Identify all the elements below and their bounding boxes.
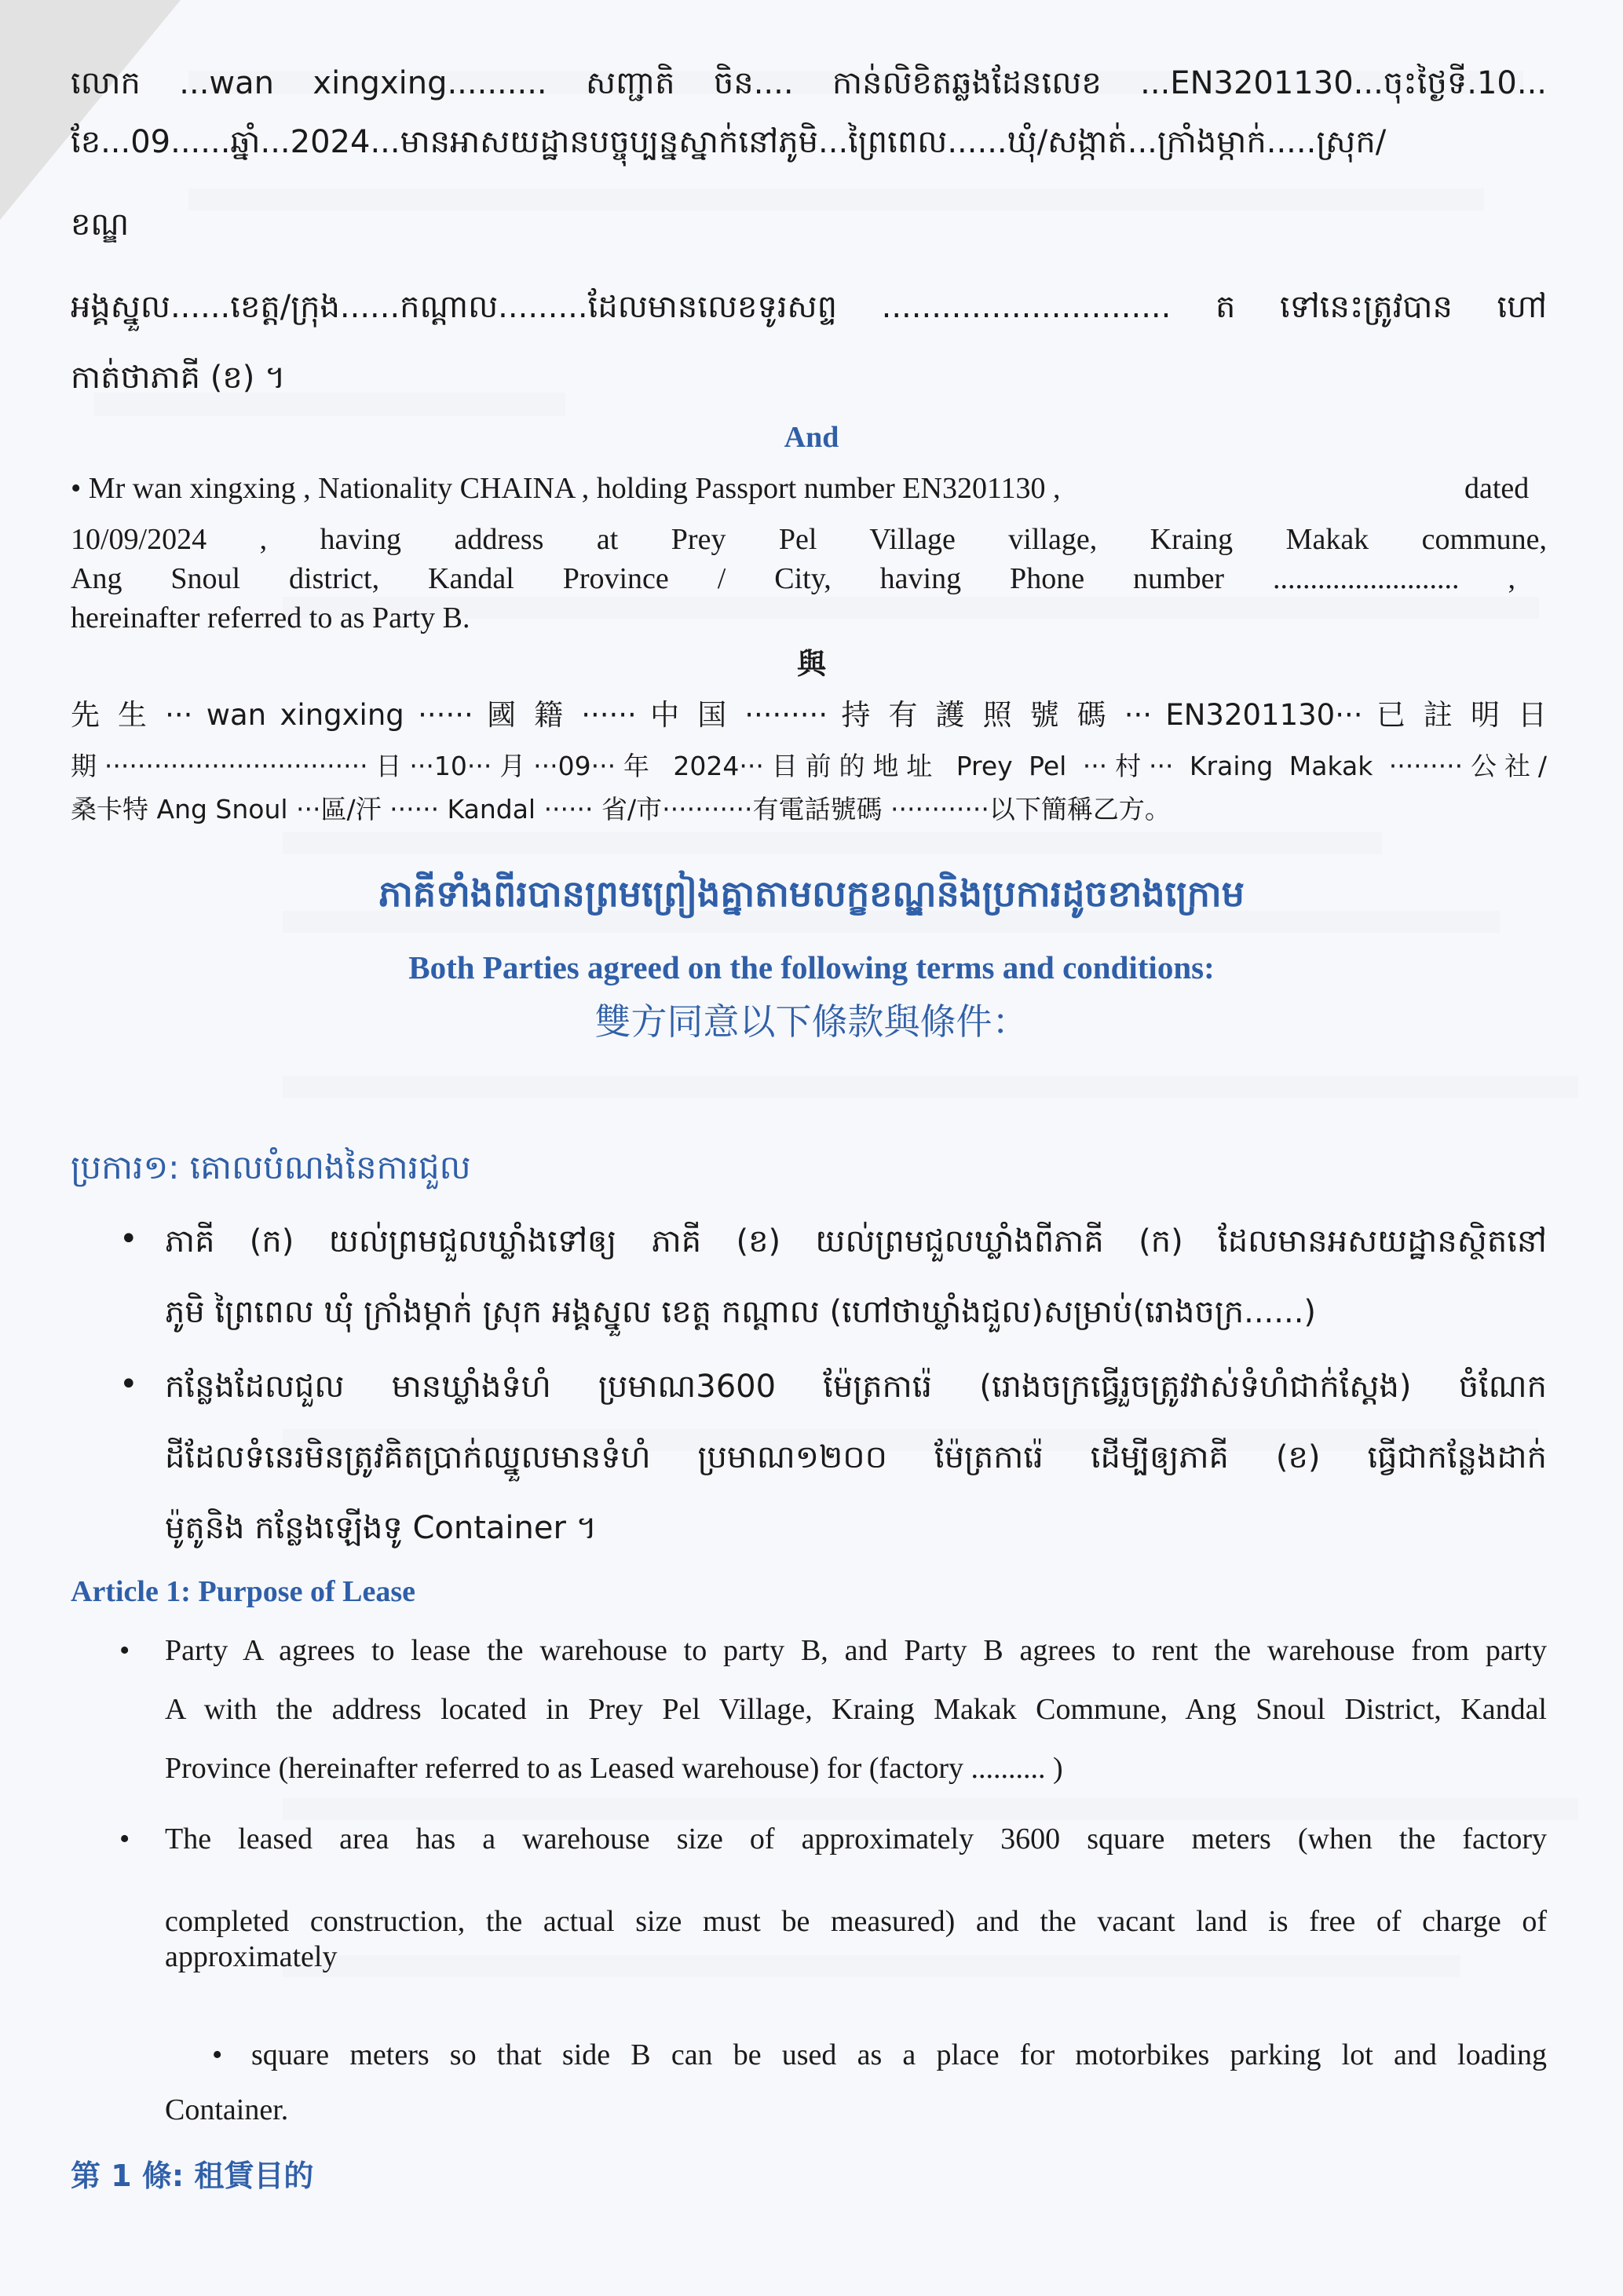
english-party-b-line-1: • Mr wan xingxing , Nationality CHAINA , holding Passport number EN3201130 , [71,472,1061,505]
khmer-party-b-line-5: កាត់ថាភាគី (ខ) ។ [71,360,286,396]
english-party-b-line-4: hereinafter referred to as Party B. [71,601,470,634]
article-1-khmer-bullet-1-line-2: ភូមិ ព្រៃពេល ឃុំ ក្រាំងម្កាក់ ស្រុក អង្គស្នួល ខេត្ត កណ្ដាល (ហៅថាឃ្លាំងជួល)សម្រាប់(រោងចក្រ......) [165,1294,1317,1330]
and-label: And [784,421,839,454]
english-party-b-dated: dated [1464,472,1530,505]
article-1-english-bullet-1-line-1: • Party A agrees to lease the warehouse to party B, and Party B agrees to rent the warehouse from party [165,1633,1547,1668]
article-1-english-bullet-3-line-1: square meters so that side B can be used as a place for motorbikes parking lot and loading [251,2038,1547,2071]
article-1-english-bullet-1-line-3: Province (hereinafter referred to as Leased warehouse) for (factory .......... ) [165,1752,1063,1785]
english-party-b-line-2: 10/09/2024 , having address at Prey Pel Village village, Kraing Makak commune, [71,523,1547,556]
article-1-khmer-bullet-2-line-2: ដីដែលទំនេរមិនត្រូវគិតប្រាក់ឈ្នួលមានទំហំ ប្រមាណ១២០០ ម៉ែត្រការ៉េ ដើម្បីឲ្យភាគី (ខ) ធ្វើជាកន្លែងដាក់ [165,1439,1547,1475]
article-1-chinese-title: 第 1 條: 租賃目的 [71,2159,314,2193]
article-1-english-title: Article 1: Purpose of Lease [71,1575,415,1608]
article-1-english-bullet-2-line-3: approximately [165,1940,338,1973]
khmer-party-b-line-4: អង្គស្នួល......ខេត្ត/ក្រុង......កណ្ដាល.........ដែលមានលេខទូរសព្ទ ............................. ត ទៅនេះត្រូវបាន ហៅ [71,289,1547,325]
article-1-khmer-bullet-1-line-1: • ភាគី (ក) យល់ព្រមជួលឃ្លាំងទៅឲ្យ ភាគី (ខ) យល់ព្រមជួលឃ្លាំងពីភាគី (ក) ដែលមានអសយដ្ឋានស្ថិតនៅ [165,1221,1547,1267]
agreement-heading-chinese: 雙方同意以下條款與條件： [594,1000,1029,1043]
article-1-english-bullet-1-line-2: A with the address located in Prey Pel Village, Kraing Makak Commune, Ang Snoul District, Kandal [165,1693,1547,1726]
khmer-party-b-line-1: លោក ...wan xingxing.......... សញ្ជាតិ ចិន.... កាន់លិខិតឆ្លងដែនលេខ ...EN3201130...ចុះថ្ងៃទី.10... [71,65,1547,101]
article-1-khmer-bullet-2-line-3: ម៉ូតូនិង កន្លែងឡើងទូ Container ។ [165,1510,598,1546]
yu-label: 與 [797,647,826,681]
article-1-english-bullet-2-line-1: • The leased area has a warehouse size of approximately 3600 square meters (when the factory [165,1822,1547,1856]
article-1-english-bullet-3-line-2: Container. [165,2093,289,2126]
agreement-heading-khmer: ភាគីទាំងពីរបានព្រមព្រៀងគ្នាតាមលក្ខខណ្ឌនិងប្រការដូចខាងក្រោម [378,872,1245,915]
khmer-party-b-line-3: ខណ្ឌ [71,207,130,243]
khmer-party-b-line-2: ខែ...09......ឆ្នាំ...2024...មានអាសយដ្ឋានបច្ចុប្បន្នស្នាក់នៅភូមិ...ព្រៃពេល......ឃុំ/សង្កាត់...ក្រាំងម្កាក់.....ស្រុក/ [71,124,1387,160]
chinese-party-b-line-1: 先 生 ··· wan xingxing ······ 國 籍 ······ 中 国 ········· 持 有 護 照 號 碼 ··· EN3201130··· 已 註 明 日 [71,698,1547,732]
chinese-party-b-line-2: 期································日···10···月···09···年 2024···目前的地址 Prey Pel ···村··· Kraing Makak ·········公社/ [71,751,1547,781]
chinese-party-b-line-3: 桑卡特 Ang Snoul ···區/汗 ······ Kandal ······ 省/市···········有電話號碼 ············以下簡稱乙方。 [71,794,1171,824]
article-1-english-bullet-3-marker: • [212,2038,223,2071]
article-1-english-bullet-2-line-2: completed construction, the actual size must be measured) and the vacant land is free of charge of [165,1905,1547,1938]
agreement-heading-english: Both Parties agreed on the following terms and conditions: [408,949,1215,985]
article-1-khmer-bullet-2-line-1: • កន្លែងដែលជួល មានឃ្លាំងទំហំ ប្រមាណ3600 ម៉ែត្រការ៉េ (រោងចក្រធ្វើរួចត្រូវវាស់ទំហំជាក់ស្ដែង) ចំណែក [165,1366,1547,1413]
english-party-b-line-3: Ang Snoul district, Kandal Province / City, having Phone number ......................... , [71,562,1515,595]
article-1-khmer-title: ប្រការ១: គោលបំណងនៃការជួល [71,1148,471,1186]
